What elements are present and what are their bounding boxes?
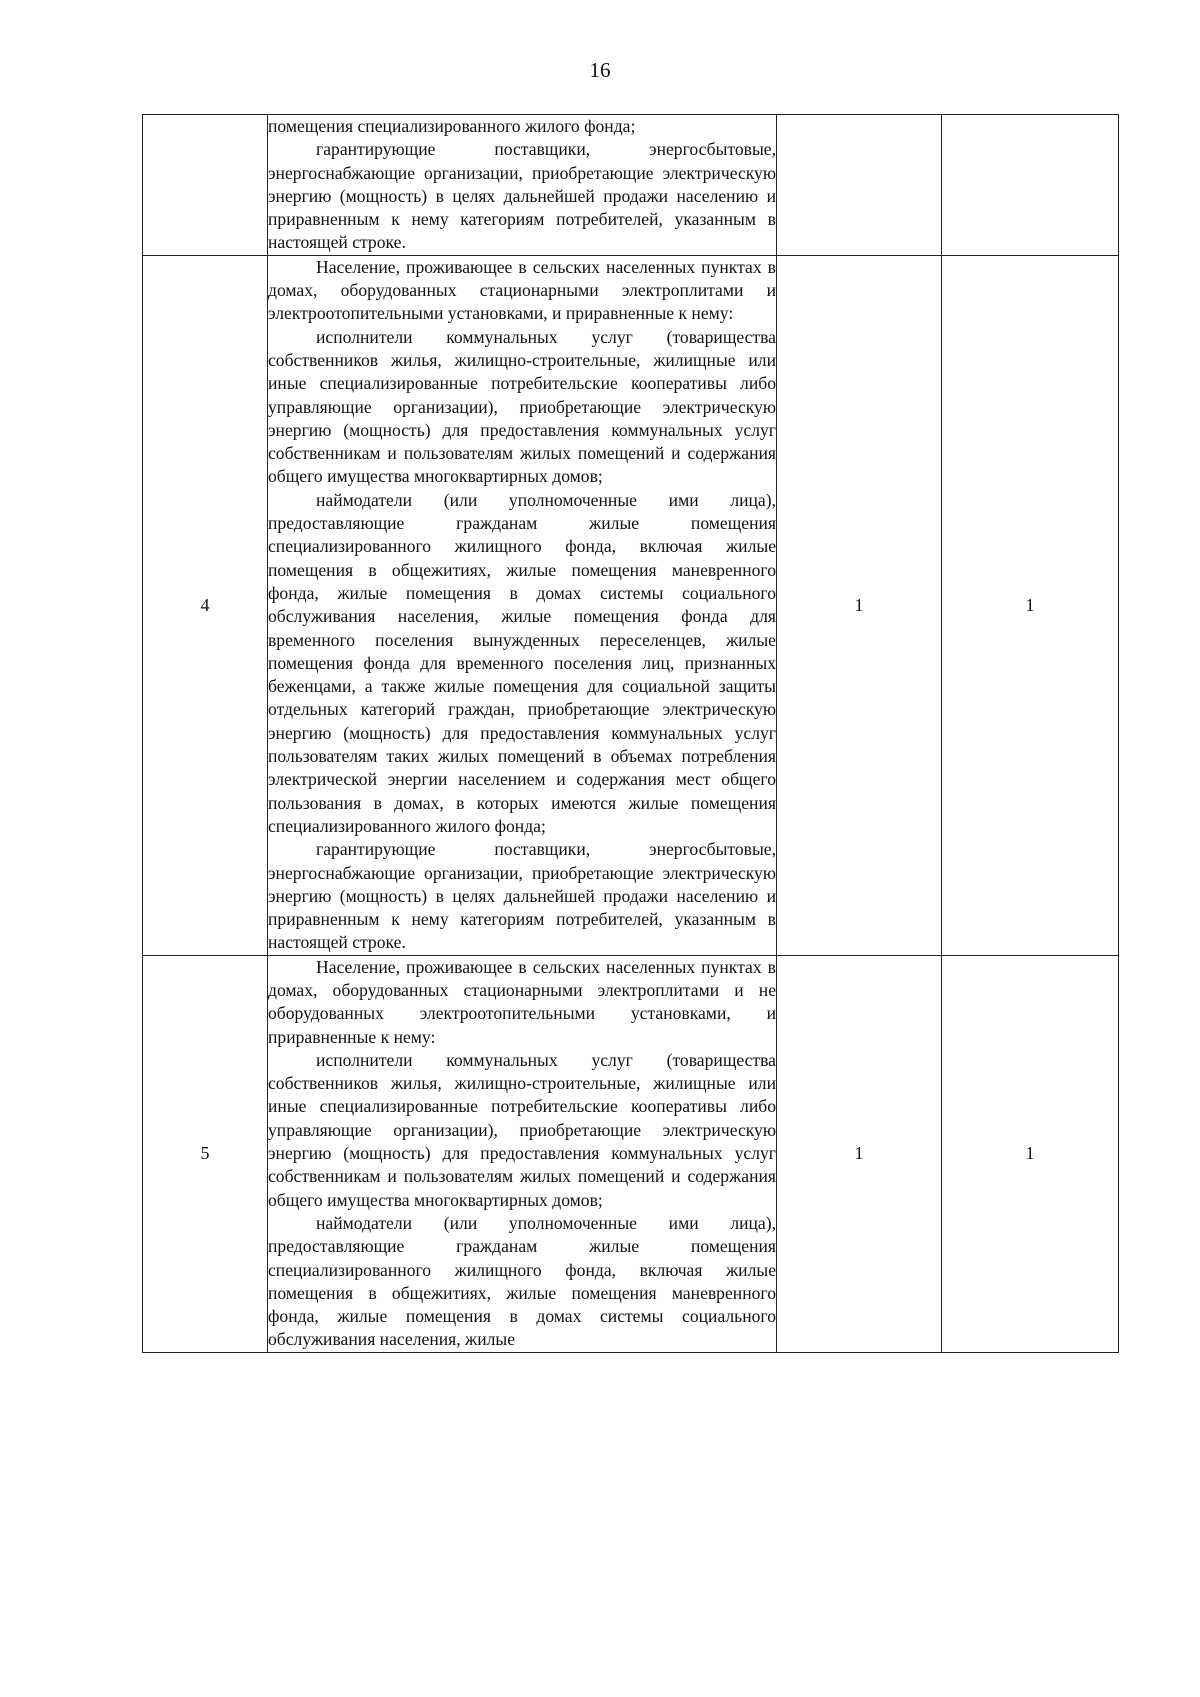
cell-paragraph: наймодатели (или уполномоченные ими лица), предоставляющие гражданам жилые помещения специализированного жилищного фонда, включая жилые помещения в общежитиях, жилые помещения маневренного фонда, жилые помещения в домах системы социального обслуживания населения, жилые (268, 1212, 776, 1350)
cell-paragraph: гарантирующие поставщики, энергосбытовые, энергоснабжающие организации, приобретающие электрическую энергию (мощность) в целях дальнейшей продажи населению и приравненным к нему категориям потребителей, указанным в настоящей строке. (268, 839, 776, 953)
value-cell-2: 1 (942, 255, 1119, 955)
cell-paragraph: наймодатели (или уполномоченные ими лица), предоставляющие гражданам жилые помещения специализированного жилищного фонда, включая жилые помещения в общежитиях, жилые помещения маневренного фонда, жилые помещения в домах системы социального обслуживания населения, жилые помещения фонда для временного поселения вынужденных переселенцев, жилые помещения фонда для временного поселения лиц, признанных беженцами, а также жилые помещения для социальной защиты отдельных категорий граждан, приобретающие электрическую энергию (мощность) для предоставления коммунальных услуг пользователям таких жилых помещений в объемах потребления электрической энергии населением и содержания мест общего пользования в домах, в которых имеются жилые помещения специализированного жилого фонда; (268, 489, 776, 836)
page-number: 16 (589, 58, 611, 82)
value-cell-1 (777, 115, 942, 256)
cell-paragraph: гарантирующие поставщики, энергосбытовые, энергоснабжающие организации, приобретающие электрическую энергию (мощность) в целях дальнейшей продажи населению и приравненным к нему категориям потребителей, указанным в настоящей строке. (268, 139, 776, 253)
table-row (143, 955, 1119, 1352)
tariff-table (142, 114, 1119, 1353)
cell-paragraph: исполнители коммунальных услуг (товарищества собственников жилья, жилищно-строительные, жилищные или иные специализированные потребительские кооперативы либо управляющие организации), приобретающие электрическую энергию (мощность) для предоставления коммунальных услуг собственникам и пользователям жилых помещений и содержания общего имущества многоквартирных домов; (268, 1049, 776, 1210)
value-cell-2 (942, 115, 1119, 256)
row-number-cell (143, 115, 268, 256)
consumer-category-cell (268, 955, 777, 1352)
cell-paragraph: Население, проживающее в сельских населенных пунктах в домах, оборудованных стационарными электроплитами и электроотопительными установками, и приравненные к нему: (268, 256, 776, 324)
value-cell-1: 1 (777, 955, 942, 1352)
cell-paragraph: исполнители коммунальных услуг (товарищества собственников жилья, жилищно-строительные, жилищные или иные специализированные потребительские кооперативы либо управляющие организации), приобретающие электрическую энергию (мощность) для предоставления коммунальных услуг собственникам и пользователям жилых помещений и содержания общего имущества многоквартирных домов; (268, 326, 776, 487)
row-number-cell: 4 (143, 255, 268, 955)
table-body (143, 115, 1119, 1353)
value-cell-1: 1 (777, 255, 942, 955)
cell-paragraph: Население, проживающее в сельских населенных пунктах в домах, оборудованных стационарными электроплитами и не оборудованных электроотопительными установками, и приравненные к нему: (268, 956, 776, 1047)
consumer-category-cell (268, 115, 777, 256)
value-cell-2: 1 (942, 955, 1119, 1352)
table-row (143, 115, 1119, 256)
cell-paragraph: помещения специализированного жилого фонда; (268, 116, 636, 136)
row-number-cell: 5 (143, 955, 268, 1352)
table-row (143, 255, 1119, 955)
consumer-category-cell (268, 255, 777, 955)
